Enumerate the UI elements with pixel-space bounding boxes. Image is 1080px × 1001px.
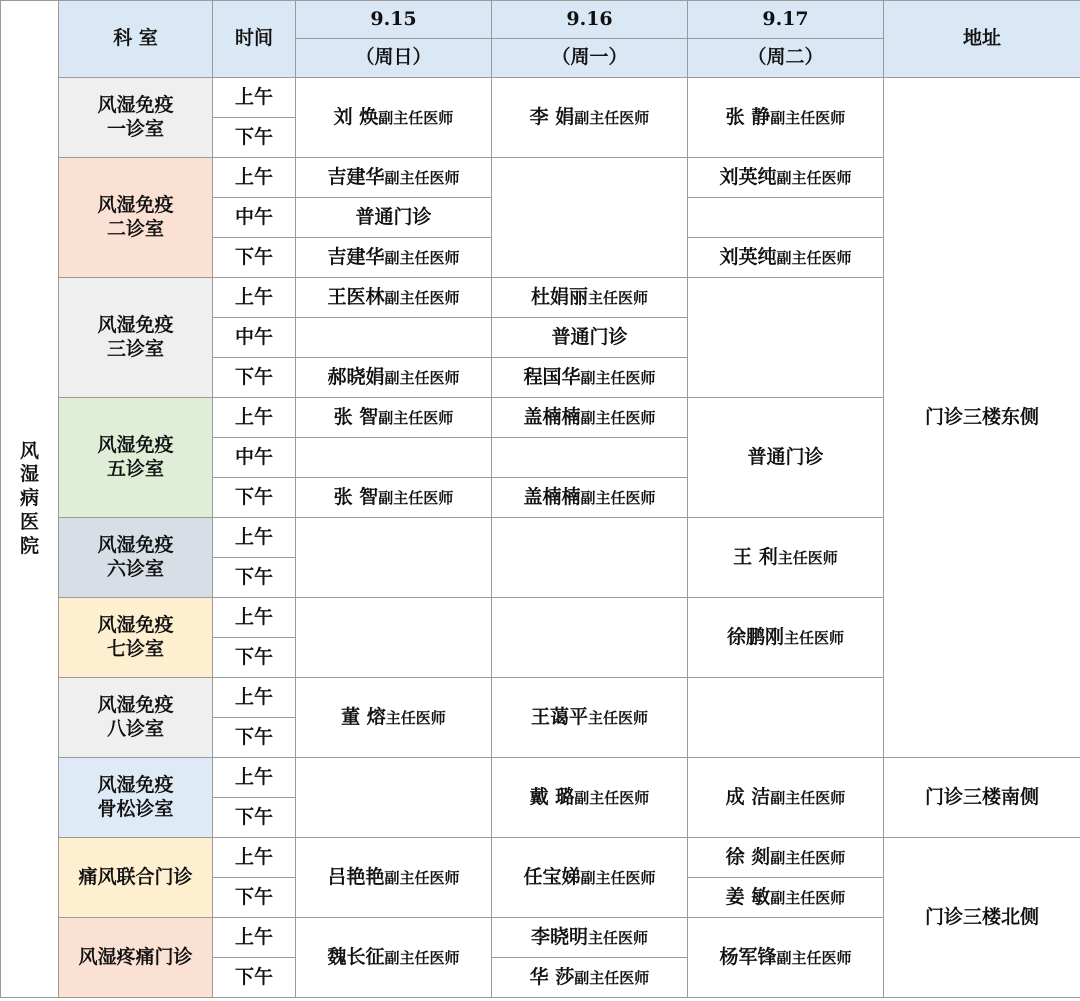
doctor-cell — [688, 238, 884, 278]
doctor-cell-empty — [688, 198, 884, 238]
doctor-name: 王医林 — [327, 285, 385, 308]
doctor-cell-empty — [296, 438, 492, 478]
doctor-title: 主任医师 — [385, 708, 446, 727]
doctor-cell — [492, 358, 688, 398]
dept-cell — [59, 758, 213, 838]
doctor-name: 盖楠楠 — [523, 405, 581, 428]
dept-cell — [59, 678, 213, 758]
doctor-title: 副主任医师 — [770, 108, 846, 127]
time-slot: 上午 — [213, 398, 296, 438]
header-weekday: （周日） — [296, 39, 492, 78]
dept-name-line: 风湿免疫 — [97, 533, 174, 556]
dept-cell — [59, 158, 213, 278]
doctor-cell — [492, 278, 688, 318]
doctor-title: 副主任医师 — [580, 868, 656, 887]
doctor-name: 华 莎 — [529, 965, 575, 988]
time-slot: 下午 — [213, 718, 296, 758]
doctor-cell — [688, 158, 884, 198]
doctor-name: 盖楠楠 — [523, 485, 581, 508]
doctor-name: 任宝娣 — [523, 865, 581, 888]
address-cell: 门诊三楼东侧 — [884, 78, 1080, 758]
dept-cell — [59, 398, 213, 518]
dept-name-line: 风湿疼痛门诊 — [78, 945, 193, 968]
time-slot: 下午 — [213, 118, 296, 158]
time-slot: 下午 — [213, 878, 296, 918]
doctor-title: 副主任医师 — [378, 108, 454, 127]
doctor-cell — [492, 758, 688, 838]
doctor-cell-empty — [688, 278, 884, 398]
doctor-name: 普通门诊 — [355, 205, 432, 228]
doctor-title: 副主任医师 — [580, 488, 656, 507]
doctor-title: 副主任医师 — [580, 408, 656, 427]
doctor-cell — [492, 478, 688, 518]
hospital-name-char: 院 — [19, 534, 39, 557]
time-slot: 上午 — [213, 278, 296, 318]
doctor-name: 刘英纯 — [719, 165, 777, 188]
time-slot: 下午 — [213, 238, 296, 278]
dept-cell — [59, 78, 213, 158]
time-slot: 上午 — [213, 918, 296, 958]
dept-name-line: 风湿免疫 — [97, 613, 174, 636]
hospital-name-char: 病 — [19, 487, 39, 510]
header-date: 9.17 — [688, 1, 884, 39]
doctor-title: 副主任医师 — [770, 788, 846, 807]
time-slot: 下午 — [213, 958, 296, 998]
doctor-cell — [492, 78, 688, 158]
dept-name-line: 痛风联合门诊 — [78, 865, 193, 888]
time-slot: 上午 — [213, 78, 296, 118]
doctor-name: 王 利 — [733, 545, 778, 568]
doctor-cell — [296, 478, 492, 518]
dept-cell — [59, 838, 213, 918]
doctor-cell — [296, 278, 492, 318]
time-slot: 上午 — [213, 758, 296, 798]
doctor-name: 刘 焕 — [333, 105, 379, 128]
doctor-cell — [688, 878, 884, 918]
doctor-name: 姜 敏 — [725, 885, 771, 908]
dept-name-line: 风湿免疫 — [97, 93, 174, 116]
doctor-cell-empty — [296, 318, 492, 358]
doctor-name: 刘英纯 — [719, 245, 777, 268]
doctor-cell — [688, 398, 884, 518]
header-dept: 科 室 — [59, 1, 213, 78]
hospital-name-char: 风 — [19, 439, 39, 462]
doctor-name: 程国华 — [523, 365, 581, 388]
time-slot: 上午 — [213, 678, 296, 718]
doctor-cell — [296, 158, 492, 198]
doctor-name: 张 智 — [333, 485, 379, 508]
doctor-name: 魏长征 — [327, 945, 385, 968]
doctor-name: 李 娟 — [529, 105, 575, 128]
doctor-cell-empty — [492, 438, 688, 478]
doctor-name: 成 洁 — [725, 785, 771, 808]
doctor-cell — [688, 758, 884, 838]
dept-cell — [59, 518, 213, 598]
doctor-title: 副主任医师 — [776, 948, 852, 967]
doctor-cell — [296, 398, 492, 438]
doctor-name: 徐鹏刚 — [726, 625, 784, 648]
dept-name-line: 二诊室 — [106, 217, 164, 240]
doctor-name: 董 熔 — [341, 705, 386, 728]
time-slot: 下午 — [213, 558, 296, 598]
header-date: 9.15 — [296, 1, 492, 39]
doctor-name: 杨军锋 — [719, 945, 777, 968]
time-slot: 上午 — [213, 158, 296, 198]
doctor-cell — [688, 598, 884, 678]
address-cell: 门诊三楼北侧 — [884, 838, 1080, 998]
dept-cell — [59, 278, 213, 398]
header-weekday: （周一） — [492, 39, 688, 78]
time-slot: 下午 — [213, 478, 296, 518]
dept-name-line: 风湿免疫 — [97, 693, 174, 716]
dept-name-line: 七诊室 — [106, 637, 164, 660]
dept-name-line: 六诊室 — [106, 557, 164, 580]
time-slot: 上午 — [213, 598, 296, 638]
time-slot: 下午 — [213, 638, 296, 678]
dept-name-line: 风湿免疫 — [97, 773, 174, 796]
doctor-cell — [296, 838, 492, 918]
doctor-title: 副主任医师 — [580, 368, 656, 387]
doctor-cell — [296, 238, 492, 278]
dept-name-line: 风湿免疫 — [97, 313, 174, 336]
doctor-title: 副主任医师 — [384, 368, 460, 387]
doctor-cell — [688, 838, 884, 878]
doctor-title: 副主任医师 — [384, 868, 460, 887]
doctor-cell-empty — [492, 158, 688, 278]
dept-name-line: 五诊室 — [106, 457, 164, 480]
time-slot: 上午 — [213, 518, 296, 558]
doctor-cell — [492, 838, 688, 918]
doctor-cell — [296, 678, 492, 758]
hospital-name-char: 湿 — [19, 463, 39, 486]
doctor-cell — [492, 958, 688, 998]
doctor-cell — [492, 398, 688, 438]
doctor-title: 主任医师 — [588, 708, 649, 727]
doctor-cell — [296, 198, 492, 238]
doctor-title: 副主任医师 — [384, 168, 460, 187]
doctor-title: 副主任医师 — [384, 288, 460, 307]
address-cell: 门诊三楼南侧 — [884, 758, 1080, 838]
dept-name-line: 风湿免疫 — [97, 433, 174, 456]
doctor-name: 徐 剡 — [725, 845, 771, 868]
dept-cell — [59, 598, 213, 678]
doctor-title: 主任医师 — [588, 928, 649, 947]
doctor-cell — [688, 78, 884, 158]
doctor-title: 主任医师 — [784, 628, 845, 647]
doctor-title: 副主任医师 — [384, 248, 460, 267]
doctor-cell — [296, 358, 492, 398]
doctor-title: 副主任医师 — [384, 948, 460, 967]
time-slot: 中午 — [213, 198, 296, 238]
dept-name-line: 三诊室 — [106, 337, 164, 360]
doctor-title: 副主任医师 — [776, 248, 852, 267]
doctor-name: 吕艳艳 — [327, 865, 385, 888]
doctor-name: 戴 璐 — [529, 785, 575, 808]
doctor-cell — [492, 678, 688, 758]
doctor-cell-empty — [688, 678, 884, 758]
time-slot: 中午 — [213, 318, 296, 358]
doctor-cell — [688, 518, 884, 598]
doctor-title: 副主任医师 — [770, 848, 846, 867]
doctor-title: 副主任医师 — [378, 488, 454, 507]
doctor-name: 吉建华 — [327, 245, 385, 268]
time-slot: 中午 — [213, 438, 296, 478]
time-slot: 下午 — [213, 358, 296, 398]
hospital-name-char: 医 — [19, 510, 39, 533]
doctor-title: 副主任医师 — [574, 968, 650, 987]
dept-name-line: 骨松诊室 — [97, 797, 174, 820]
doctor-cell-empty — [296, 758, 492, 838]
doctor-name: 普通门诊 — [551, 325, 628, 348]
doctor-cell-empty — [296, 518, 492, 598]
doctor-name: 普通门诊 — [747, 445, 824, 468]
doctor-cell-empty — [492, 518, 688, 598]
doctor-title: 副主任医师 — [378, 408, 454, 427]
doctor-cell-empty — [492, 598, 688, 678]
doctor-title: 副主任医师 — [574, 788, 650, 807]
doctor-name: 张 智 — [333, 405, 379, 428]
doctor-title: 主任医师 — [588, 288, 649, 307]
time-slot: 下午 — [213, 798, 296, 838]
doctor-name: 吉建华 — [327, 165, 385, 188]
hospital-name — [1, 1, 59, 998]
doctor-cell — [492, 318, 688, 358]
doctor-cell — [688, 918, 884, 998]
time-slot: 上午 — [213, 838, 296, 878]
doctor-title: 副主任医师 — [770, 888, 846, 907]
header-date: 9.16 — [492, 1, 688, 39]
doctor-cell — [492, 918, 688, 958]
header-time: 时间 — [213, 1, 296, 78]
header-weekday: （周二） — [688, 39, 884, 78]
doctor-title: 副主任医师 — [776, 168, 852, 187]
doctor-name: 王蔼平 — [530, 705, 588, 728]
doctor-cell — [296, 918, 492, 998]
dept-cell — [59, 918, 213, 998]
doctor-name: 郝晓娟 — [327, 365, 385, 388]
doctor-cell — [296, 78, 492, 158]
dept-name-line: 风湿免疫 — [97, 193, 174, 216]
doctor-name: 李晓明 — [530, 925, 588, 948]
doctor-name: 张 静 — [725, 105, 771, 128]
doctor-title: 副主任医师 — [574, 108, 650, 127]
header-address: 地址 — [884, 1, 1080, 78]
doctor-cell-empty — [296, 598, 492, 678]
dept-name-line: 八诊室 — [106, 717, 164, 740]
dept-name-line: 一诊室 — [106, 117, 164, 140]
doctor-name: 杜娟丽 — [530, 285, 588, 308]
doctor-title: 主任医师 — [777, 548, 838, 567]
